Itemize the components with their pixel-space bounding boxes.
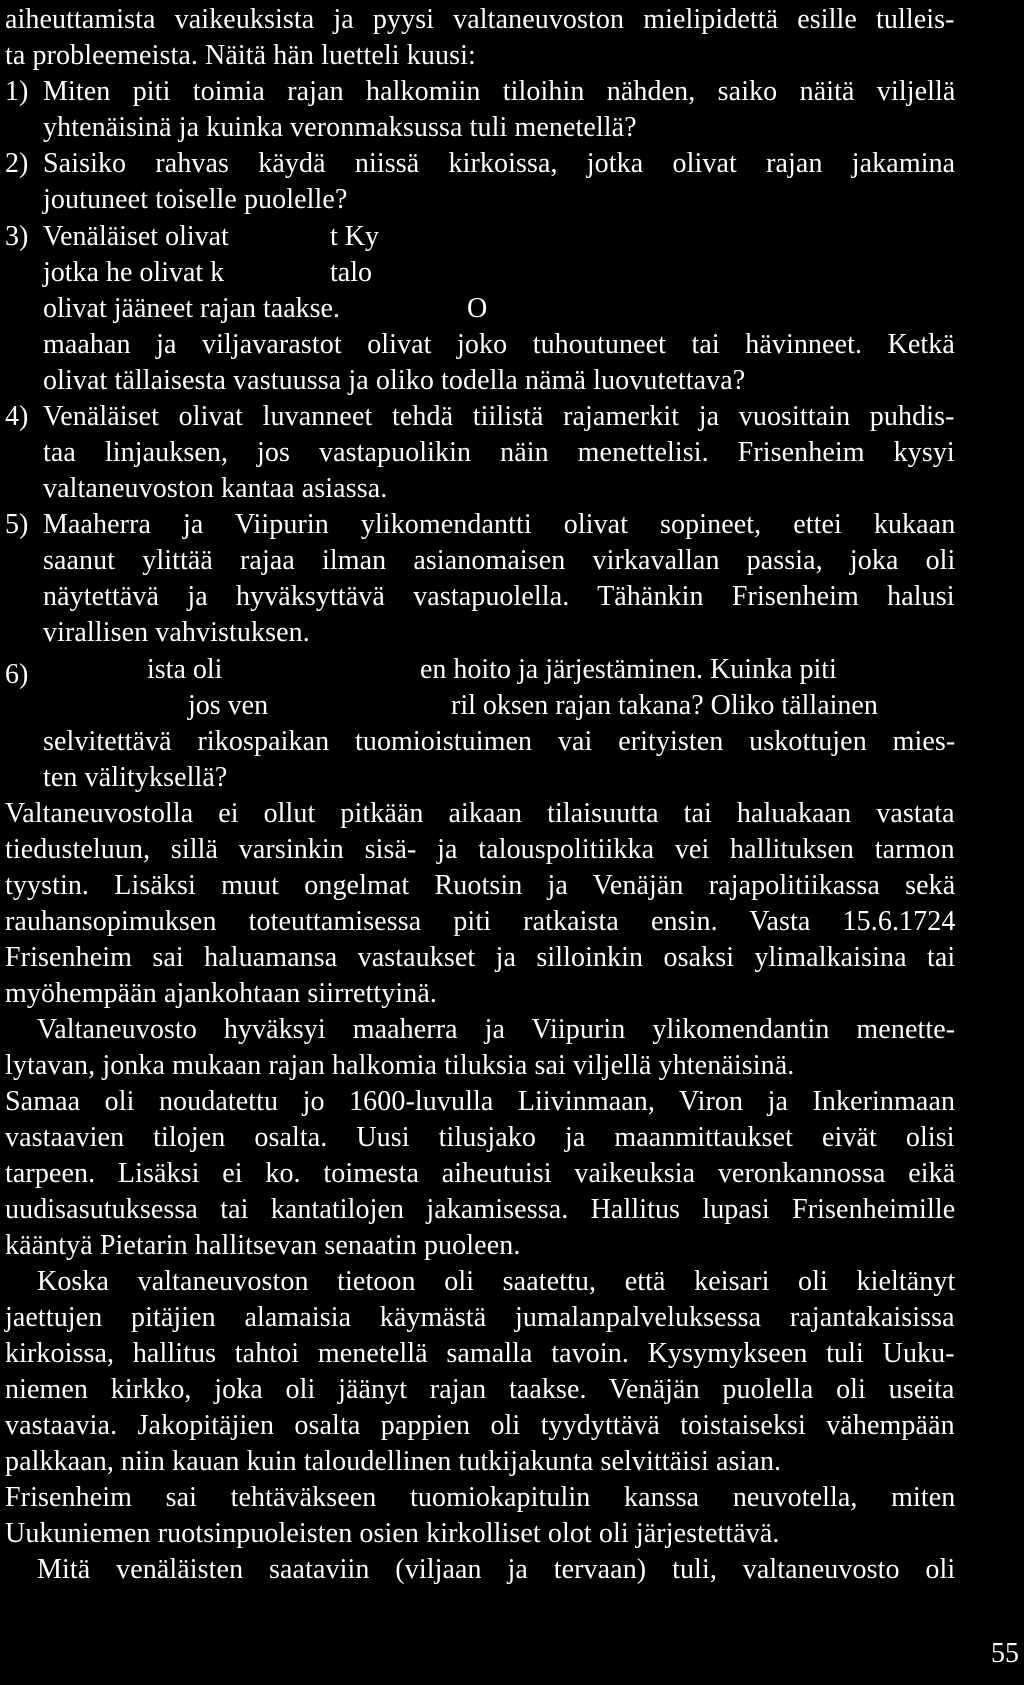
paragraph-line: kääntyä Pietarin hallitsevan senaatin puoleen.	[5, 1230, 521, 1261]
paragraph-line: Uukuniemen ruotsinpuoleisten osien kirkolliset olot oli järjestettävä.	[5, 1518, 780, 1549]
paragraph-line: vastaavia. Jakopitäjien osalta pappien oli tyydyttävä toistaiseksi vähempään	[5, 1410, 955, 1441]
list-number: 5)	[5, 509, 29, 540]
list-item-line: saanut ylittää rajaa ilman asianomaisen virkavallan passia, joka oli	[43, 545, 956, 576]
paragraph-line: Koska valtaneuvoston tietoon oli saatettu, että keisari oli kieltänyt	[37, 1266, 956, 1297]
list-item-fragment: ril oksen rajan takana? Oliko tällainen	[451, 690, 878, 721]
list-item-fragment: talo	[330, 257, 372, 288]
paragraph-line: tarpeen. Lisäksi ei ko. toimesta aiheutuisi vaikeuksia veronkannossa eikä	[5, 1158, 956, 1189]
paragraph-line: Mitä venäläisten saataviin (viljaan ja tervaan) tuli, valtaneuvosto oli	[37, 1554, 956, 1585]
paragraph-line: rauhansopimuksen toteuttamisessa piti ratkaista ensin. Vasta 15.6.1724	[5, 906, 956, 937]
list-number: 2)	[5, 148, 29, 179]
list-item-line: yhtenäisinä ja kuinka veronmaksussa tuli menetellä?	[43, 112, 637, 143]
paragraph-line: tiedusteluun, sillä varsinkin sisä- ja talouspolitiikka vei hallituksen tarmon	[5, 834, 955, 865]
list-number: 1)	[5, 76, 29, 107]
page-number: 55	[991, 1638, 1019, 1669]
list-item-fragment: jotka he olivat k	[43, 257, 225, 288]
paragraph-line: Frisenheim sai haluamansa vastaukset ja silloinkin osaksi ylimalkaisina tai	[5, 942, 956, 973]
list-item-line: taa linjauksen, jos vastapuolikin näin menettelisi. Frisenheim kysyi	[43, 437, 955, 468]
paragraph-line: jaettujen pitäjien alamaisia käymästä jumalanpalveluksessa rajantakaisissa	[5, 1302, 955, 1333]
list-number: 3)	[5, 221, 29, 252]
paragraph-line: kirkoissa, hallitus tahtoi menetellä samalla tavoin. Kysymykseen tuli Uuku-	[5, 1338, 955, 1369]
paragraph-line: niemen kirkko, joka oli jäänyt rajan taakse. Venäjän puolella oli useita	[5, 1374, 955, 1405]
text-line: aiheuttamista vaikeuksista ja pyysi valtaneuvoston mielipidettä esille tulleis-	[5, 4, 955, 35]
list-number: 6)	[5, 659, 29, 690]
list-item-line: olivat tällaisesta vastuussa ja oliko todella nämä luovutettava?	[43, 365, 746, 396]
list-item-fragment: olivat jääneet rajan taakse.	[43, 293, 340, 324]
list-item-line: Miten piti toimia rajan halkomiin tiloihin nähden, saiko näitä viljellä	[43, 76, 956, 107]
list-item-line: Maaherra ja Viipurin ylikomendantti olivat sopineet, ettei kukaan	[43, 509, 956, 540]
list-item-fragment: ista oli	[147, 654, 223, 685]
list-item-line: valtaneuvoston kantaa asiassa.	[43, 473, 388, 504]
list-item-line: joutuneet toiselle puolelle?	[43, 184, 348, 215]
list-item-fragment: O	[467, 293, 488, 324]
paragraph-line: myöhempään ajankohtaan siirrettyinä.	[5, 978, 438, 1009]
list-item-line: maahan ja viljavarastot olivat joko tuhoutuneet tai hävinneet. Ketkä	[43, 329, 955, 360]
paragraph-line: palkkaan, niin kauan kuin taloudellinen tutkijakunta selvittäisi asian.	[5, 1446, 782, 1477]
text-line: ta probleemeista. Näitä hän luetteli kuusi:	[5, 40, 476, 71]
paragraph-line: tyystin. Lisäksi muut ongelmat Ruotsin ja Venäjän rajapolitiikassa sekä	[5, 870, 956, 901]
list-item-line: näytettävä ja hyväksyttävä vastapuolella. Tähänkin Frisenheim halusi	[43, 581, 955, 612]
list-item-fragment: en hoito ja järjestäminen. Kuinka piti	[420, 654, 837, 685]
list-item-fragment: jos ven	[188, 690, 269, 721]
list-item-line: virallisen vahvistuksen.	[43, 617, 310, 648]
paragraph-line: Valtaneuvosto hyväksyi maaherra ja Viipurin ylikomendantin menette-	[37, 1014, 956, 1045]
list-item-line: ten välityksellä?	[43, 762, 228, 793]
paragraph-line: vastaavien tilojen osalta. Uusi tilusjako ja maanmittaukset eivät olisi	[5, 1122, 955, 1153]
paragraph-line: Frisenheim sai tehtäväkseen tuomiokapitulin kanssa neuvotella, miten	[5, 1482, 956, 1513]
list-item-fragment: t Ky	[330, 221, 379, 252]
list-number: 4)	[5, 401, 29, 432]
list-item-line: Saisiko rahvas käydä niissä kirkoissa, jotka olivat rajan jakamina	[43, 148, 956, 179]
list-item-line: Venäläiset olivat luvanneet tehdä tiilistä rajamerkit ja vuosittain puhdis-	[43, 401, 955, 432]
paragraph-line: Valtaneuvostolla ei ollut pitkään aikaan tilaisuutta tai haluakaan vastata	[5, 798, 955, 829]
list-item-fragment: Venäläiset olivat	[43, 221, 229, 252]
paragraph-line: lytavan, jonka mukaan rajan halkomia tiluksia sai viljellä yhtenäisinä.	[5, 1050, 795, 1081]
paragraph-line: Samaa oli noudatettu jo 1600-luvulla Liivinmaan, Viron ja Inkerinmaan	[5, 1086, 956, 1117]
paragraph-line: uudisasutuksessa tai kantatilojen jakamisessa. Hallitus lupasi Frisenheimille	[5, 1194, 956, 1225]
list-item-line: selvitettävä rikospaikan tuomioistuimen vai erityisten uskottujen mies-	[43, 726, 956, 757]
